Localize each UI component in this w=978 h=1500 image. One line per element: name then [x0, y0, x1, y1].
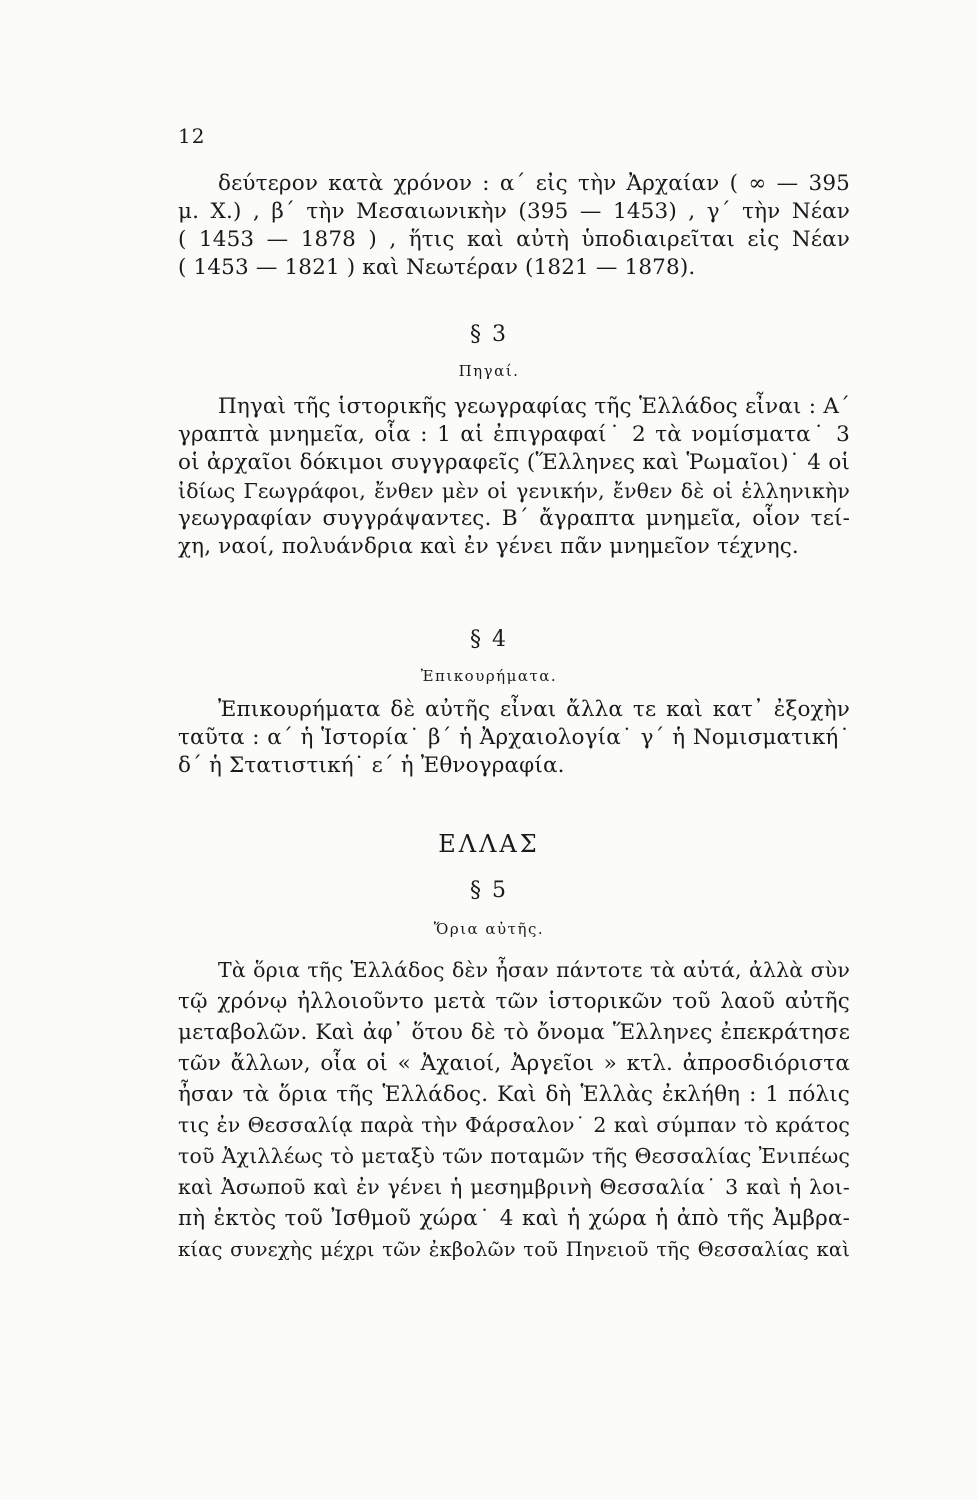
text-line: Τὰ ὅρια τῆς Ἑλλάδος δὲν ἦσαν πάντοτε τὰ αὐτά, ἀλλὰ σὺν [218, 958, 850, 982]
text-line: καὶ Ἀσωποῦ καὶ ἐν γένει ἡ μεσημβρινὴ Θεσσαλία˙ 3 καὶ ἡ λοι- [178, 1175, 850, 1199]
text-line: ἰδίως Γεωγράφοι, ἔνθεν μὲν οἱ γενικήν, ἔνθεν δὲ οἱ ἑλληνικὴν [178, 479, 850, 503]
section-5-mark: § 5 [470, 878, 508, 903]
text-line: μεταβολῶν. Καὶ ἀφ᾽ ὅτου δὲ τὸ ὄνομα Ἕλληνες ἐπεκράτησε [178, 1020, 850, 1045]
text-line: τις ἐν Θεσσαλίᾳ παρὰ τὴν Φάρσαλον˙ 2 καὶ σύμπαν τὸ κράτος [178, 1113, 850, 1137]
text-line: Ἐπικουρήματα δὲ αὐτῆς εἶναι ἄλλα τε καὶ κατ᾽ ἐξοχὴν [218, 697, 850, 722]
section-5-title: Ὅρια αὐτῆς. [433, 920, 545, 938]
text-line: κίας συνεχὴς μέχρι τῶν ἐκβολῶν τοῦ Πηνειοῦ τῆς Θεσσαλίας καὶ [178, 1238, 850, 1261]
paragraph-sources [178, 393, 850, 561]
text-line: πὴ ἐκτὸς τοῦ Ἰσθμοῦ χώρα˙ 4 καὶ ἡ χώρα ἡ ἀπὸ τῆς Ἀμβρα- [178, 1206, 850, 1231]
text-line: ἦσαν τὰ ὅρια τῆς Ἑλλάδος. Καὶ δὴ Ἑλλὰς ἐκλήθη : 1 πόλις [178, 1082, 850, 1107]
text-line: οἱ ἀρχαῖοι δόκιμοι συγγραφεῖς (Ἕλληνες καὶ Ῥωμαῖοι)˙ 4 οἱ [178, 450, 850, 475]
text-line: δεύτερον κατὰ χρόνον : α΄ εἰς τὴν Ἀρχαίαν ( ∞ — 395 [218, 171, 850, 196]
text-line: χη, ναοί, πολυάνδρια καὶ ἐν γένει πᾶν μνημεῖον τέχνης. [178, 534, 799, 559]
section-4-mark: § 4 [470, 627, 508, 652]
text-line: ( 1453 — 1878 ) , ἥτις καὶ αὐτὴ ὑποδιαιρεῖται εἰς Νέαν [178, 227, 850, 252]
text-line: Πηγαὶ τῆς ἱστορικῆς γεωγραφίας τῆς Ἑλλάδος εἶναι : Α΄ [218, 394, 850, 419]
section-3-title: Πηγαί. [458, 362, 520, 380]
text-line: τῷ χρόνῳ ἠλλοιοῦντο μετὰ τῶν ἱστορικῶν τοῦ λαοῦ αὐτῆς [178, 989, 850, 1014]
text-line: τοῦ Ἀχιλλέως τὸ μεταξὺ τῶν ποταμῶν τῆς Θεσσαλίας Ἐνιπέως [178, 1144, 850, 1168]
text-line: γραπτὰ μνημεῖα, οἷα : 1 αἱ ἐπιγραφαί˙ 2 τὰ νομίσματα˙ 3 [178, 422, 850, 447]
paragraph-auxiliaries [178, 696, 850, 780]
text-line: μ. Χ.) , β΄ τὴν Μεσαιωνικὴν (395 — 1453) , γ΄ τὴν Νέαν [178, 199, 850, 224]
section-3-mark: § 3 [470, 322, 508, 347]
text-line: ( 1453 — 1821 ) καὶ Νεωτέραν (1821 — 1878). [178, 255, 696, 280]
paragraph-borders [178, 955, 850, 1265]
text-line: τῶν ἄλλων, οἷα οἱ « Ἀχαιοί, Ἀργεῖοι » κτλ. ἀπροσδιόριστα [178, 1051, 850, 1076]
text-line: ταῦτα : α΄ ἡ Ἱστορία˙ β΄ ἡ Ἀρχαιολογία˙ γ΄ ἡ Νομισματική˙ [178, 725, 850, 750]
paragraph-periods [178, 170, 850, 282]
section-4-title: Ἐπικουρήματα. [420, 667, 558, 685]
page-number: 12 [178, 124, 206, 148]
text-line: γεωγραφίαν συγγράψαντες. Β΄ ἄγραπτα μνημεῖα, οἷον τεί- [178, 506, 850, 531]
text-line: δ΄ ἡ Στατιστική˙ ε΄ ἡ Ἐθνογραφία. [178, 753, 565, 778]
chapter-heading: ΕΛΛΑΣ [438, 830, 540, 858]
